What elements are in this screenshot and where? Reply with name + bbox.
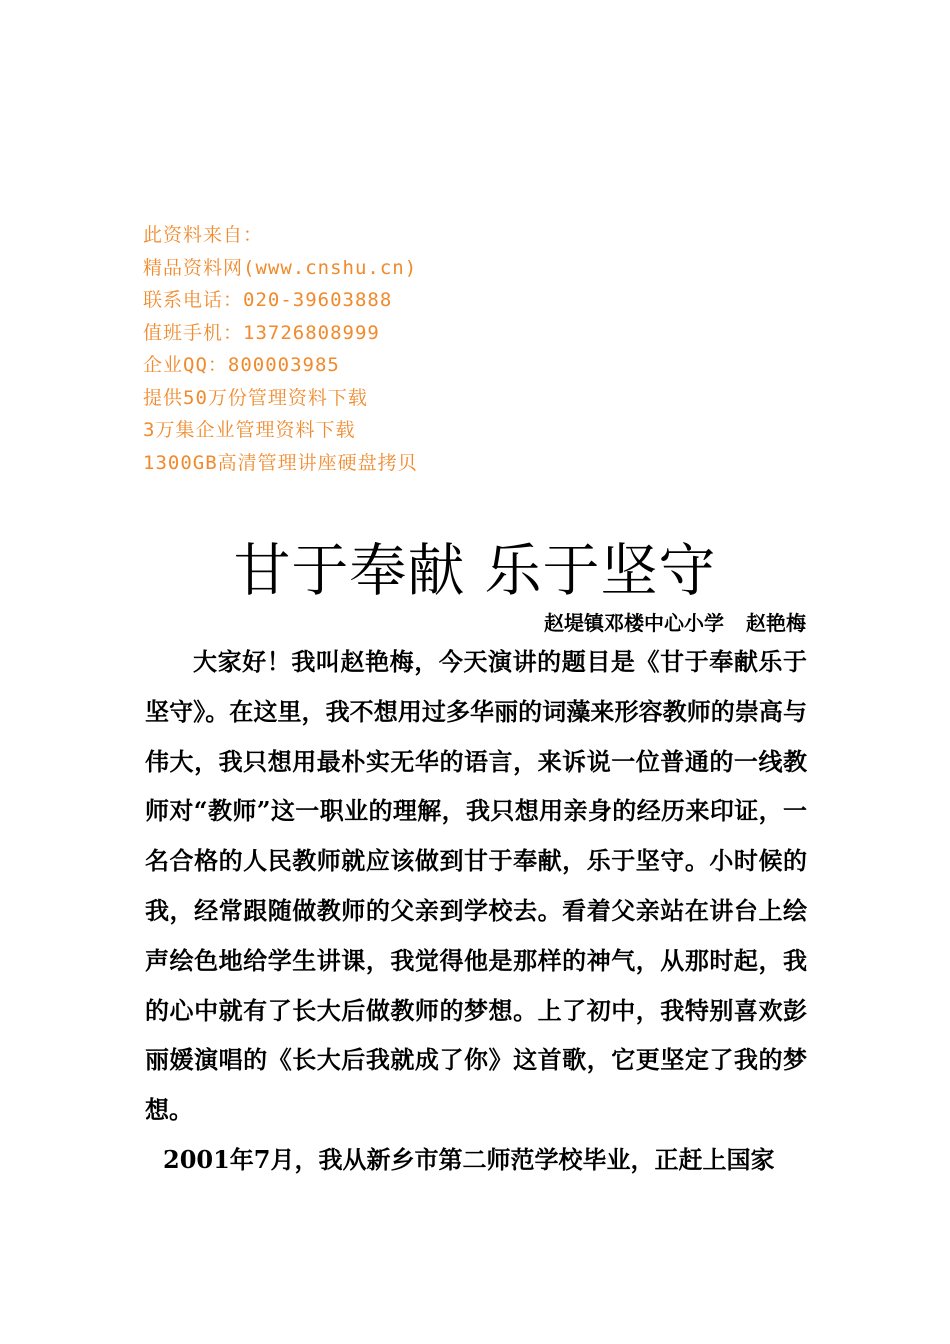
source-line-phone: 联系电话：020-39603888 [143,289,393,311]
author-line [544,609,806,637]
source-line-offer-2: 3万集企业管理资料下载 [143,419,356,441]
source-line-intro: 此资料来自： [143,224,264,246]
document-title: 甘于奉献 乐于坚守 [233,538,717,604]
document-body [145,637,807,1185]
source-line-website: 精品资料网(www.cnshu.cn) [143,256,418,279]
source-info-block [143,219,563,479]
body-paragraph: 大家好！我叫赵艳梅，今天演讲的题目是《甘于奉献乐于坚守》。在这里，我不想用过多华丽的词藻来形容教师的崇高与伟大，我只想用最朴实无华的语言，来诉说一位普通的一线教师对“教师”这一职业的理解，我只想用亲身的经历来印证，一名合格的人民教师就应该做到甘于奉献，乐于坚守。小时候的我，经常跟随做教师的父亲到学校去。看着父亲站在讲台上绘声绘色地给学生讲课，我觉得他是那样的神气，从那时起，我的心中就有了长大后做教师的梦想。上了初中，我特别喜欢彭丽媛演唱的《长大后我就成了你》这首歌，它更坚定了我的梦想。 [145,647,807,1125]
body-paragraph: 2001年7月，我从新乡市第二师范学校毕业，正赶上国家 [163,1144,775,1174]
source-line-qq: 企业QQ：800003985 [143,354,340,376]
author-school: 赵堤镇邓楼中心小学 [544,611,724,635]
source-line-offer-1: 提供50万份管理资料下载 [143,386,368,409]
source-line-offer-3: 1300GB高清管理讲座硬盘拷贝 [143,451,418,474]
source-line-mobile: 值班手机：13726808999 [143,321,380,344]
author-name: 赵艳梅 [746,611,806,635]
